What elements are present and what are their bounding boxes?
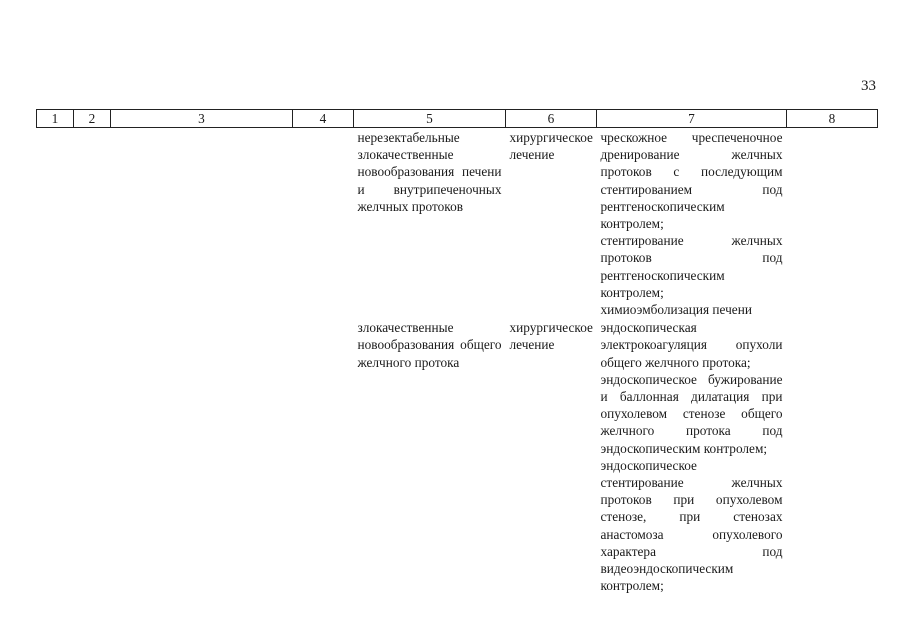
column-header-7: 7	[597, 110, 787, 128]
methods-cell	[597, 128, 787, 319]
table-header	[37, 110, 878, 128]
cell-empty	[787, 128, 878, 319]
column-header-2: 2	[74, 110, 111, 128]
cell-empty	[111, 318, 293, 594]
cell-empty	[787, 318, 878, 594]
treatment-type-text: хирургическое лечение	[509, 320, 593, 353]
table-row	[37, 128, 878, 319]
cell-empty	[111, 128, 293, 319]
disease-text: злокачественные новообразования общего желчного протока	[357, 320, 502, 370]
disease-text: нерезектабельные злокачественные новообразования печени и внутрипеченочных желчных протоков	[357, 130, 502, 214]
method-item: химиоэмболизация печени	[600, 302, 752, 318]
cell-empty	[37, 128, 74, 319]
method-item: чрескожное чреспеченочное дренирование желчных протоков с последующим стентированием под рентгеноскопическим контролем;	[600, 130, 783, 232]
cell-empty	[293, 128, 354, 319]
methods-cell	[597, 318, 787, 594]
treatment-type-cell	[506, 128, 597, 319]
table-body	[37, 128, 878, 595]
method-item: эндоскопическое стентирование желчных протоков при опухолевом стенозе, при стенозах анастомоза опухолевого характера под видеоэндоскопическим контролем;	[600, 457, 783, 594]
treatment-type-cell	[506, 318, 597, 594]
treatment-type-text: хирургическое лечение	[509, 130, 593, 163]
column-header-4: 4	[293, 110, 354, 128]
cell-empty	[74, 318, 111, 594]
method-item: эндоскопическая электрокоагуляция опухоли общего желчного протока;	[600, 320, 783, 370]
column-header-6: 6	[506, 110, 597, 128]
column-header-8: 8	[787, 110, 878, 128]
disease-cell	[354, 128, 506, 319]
method-item: стентирование желчных протоков под рентгеноскопическим контролем;	[600, 233, 783, 300]
column-header-5: 5	[354, 110, 506, 128]
disease-cell	[354, 318, 506, 594]
page-number: 33	[861, 78, 876, 94]
cell-empty	[293, 318, 354, 594]
method-item: эндоскопическое бужирование и баллонная дилатация при опухолевом стенозе общего желчного протока под эндоскопическим контролем;	[600, 371, 783, 456]
medical-care-table	[36, 109, 878, 594]
column-header-3: 3	[111, 110, 293, 128]
table-row	[37, 318, 878, 594]
cell-empty	[37, 318, 74, 594]
cell-empty	[74, 128, 111, 319]
column-header-1: 1	[37, 110, 74, 128]
column-number-row	[37, 110, 878, 128]
